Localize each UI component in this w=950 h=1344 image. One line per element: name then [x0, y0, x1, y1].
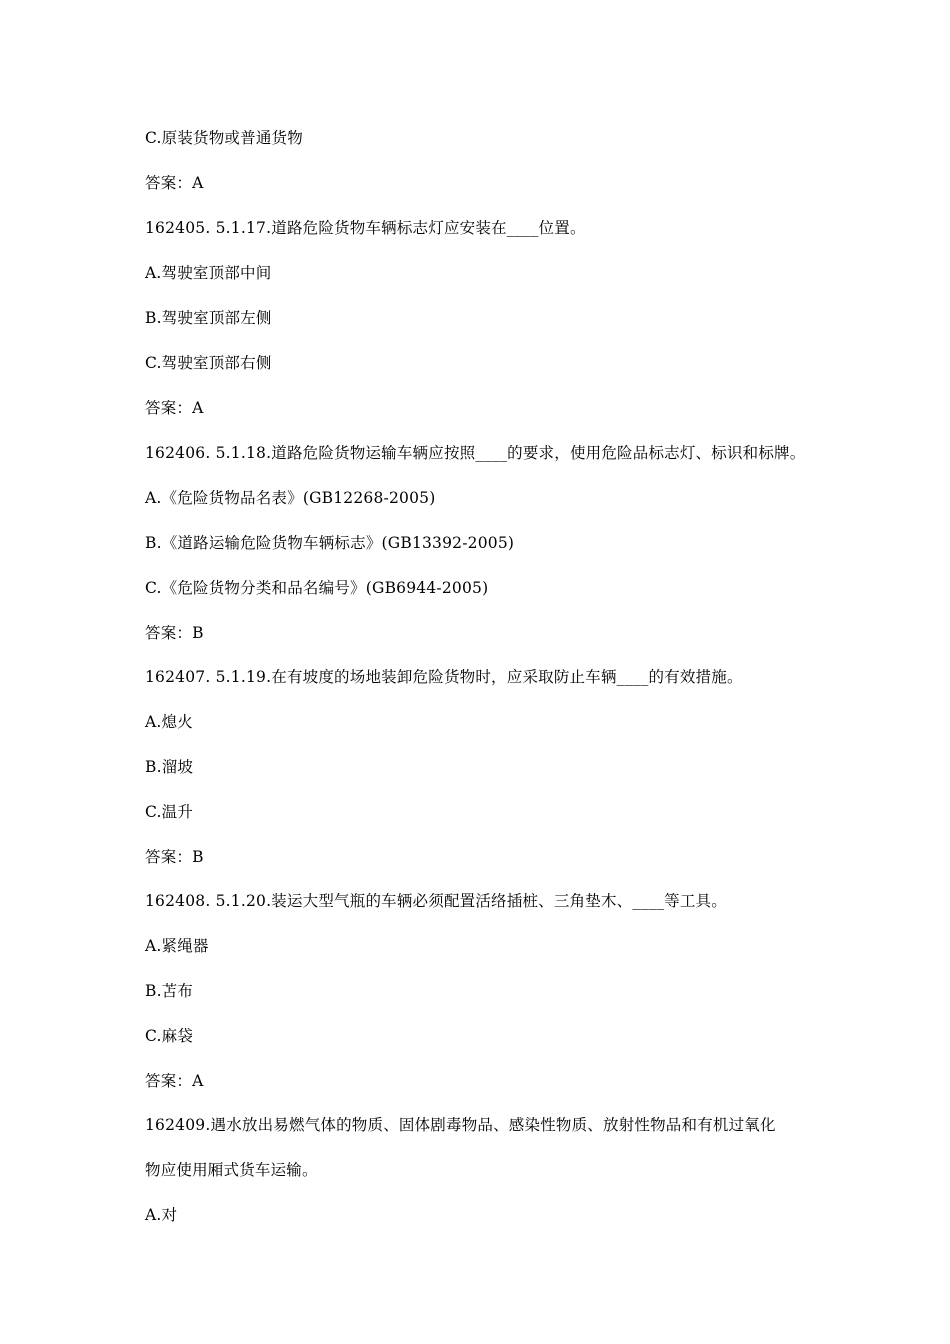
question-162408: 162408. 5.1.20.装运大型气瓶的车辆必须配置活络插桩、三角垫木、____等工具。 — [145, 892, 727, 910]
question-162406: 162406. 5.1.18.道路危险货物运输车辆应按照____的要求，使用危险品标志灯、标识和标牌。 — [145, 444, 806, 462]
answer-text: 答案：A — [145, 174, 204, 192]
option-c-text: C.《危险货物分类和品名编号》(GB6944-2005) — [145, 579, 489, 597]
question-162409-continued: 物应使用厢式货车运输。 — [145, 1161, 318, 1179]
option-a-text: A.紧绳器 — [145, 937, 209, 955]
option-c-text: C.麻袋 — [145, 1027, 194, 1045]
question-162405: 162405. 5.1.17.道路危险货物车辆标志灯应安装在____位置。 — [145, 219, 586, 237]
option-a-text: A.熄火 — [145, 713, 193, 731]
option-a-text: A.对 — [145, 1206, 178, 1224]
option-c-text: C.驾驶室顶部右侧 — [145, 354, 272, 372]
answer-text: 答案：B — [145, 624, 204, 642]
option-a-text: A.驾驶室顶部中间 — [145, 264, 272, 282]
option-b-text: B.苫布 — [145, 982, 194, 1000]
option-c-text: C.原装货物或普通货物 — [145, 129, 303, 147]
question-162407: 162407. 5.1.19.在有坡度的场地装卸危险货物时，应采取防止车辆____的有效措施。 — [145, 668, 743, 686]
option-a-text: A.《危险货物品名表》(GB12268-2005) — [145, 489, 436, 507]
answer-text: 答案：B — [145, 848, 204, 866]
answer-text: 答案：A — [145, 399, 204, 417]
answer-text: 答案：A — [145, 1072, 204, 1090]
option-b-text: B.驾驶室顶部左侧 — [145, 309, 272, 327]
option-b-text: B.溜坡 — [145, 758, 194, 776]
option-c-text: C.温升 — [145, 803, 194, 821]
question-162409: 162409.遇水放出易燃气体的物质、固体剧毒物品、感染性物质、放射性物品和有机过氧化 — [145, 1116, 776, 1134]
option-b-text: B.《道路运输危险货物车辆标志》(GB13392-2005) — [145, 534, 515, 552]
